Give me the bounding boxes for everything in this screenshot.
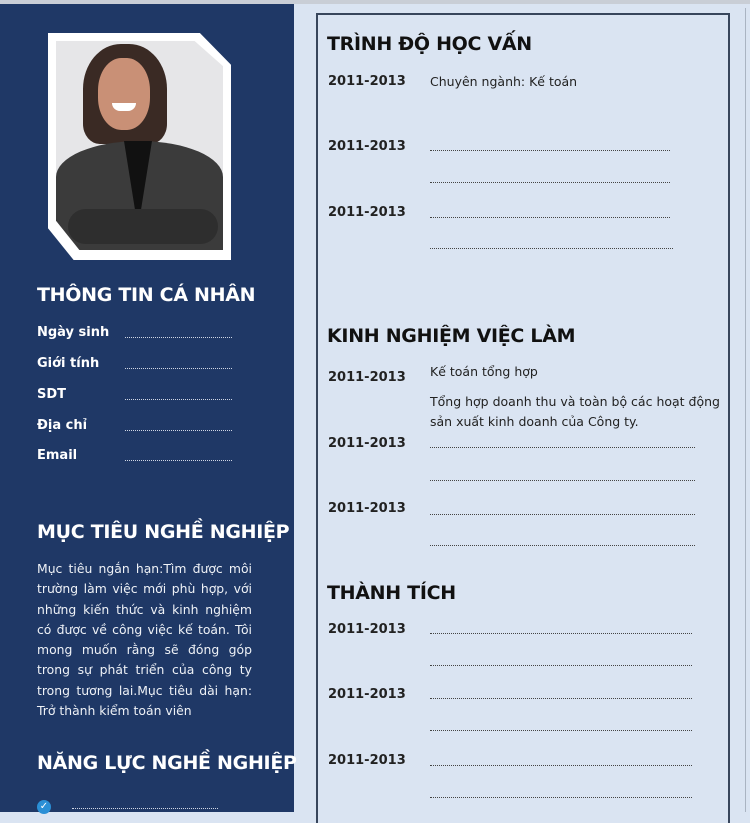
- field-email: [37, 448, 237, 466]
- check-circle-icon: ✓: [37, 800, 51, 814]
- field-label: Giới tính: [37, 356, 100, 371]
- education-placeholder[interactable]: [430, 217, 670, 218]
- field-label: Địa chỉ: [37, 418, 88, 433]
- experience-year: 2011-2013: [328, 501, 406, 516]
- education-year: 2011-2013: [328, 139, 406, 154]
- field-value-placeholder[interactable]: [125, 368, 232, 369]
- experience-placeholder[interactable]: [430, 545, 695, 546]
- education-title: TRÌNH ĐỘ HỌC VẤN: [327, 33, 532, 55]
- field-gender: [37, 356, 237, 374]
- skills-title: NĂNG LỰC NGHỀ NGHIỆP: [37, 752, 297, 774]
- experience-placeholder[interactable]: [430, 447, 695, 448]
- personal-info-title: THÔNG TIN CÁ NHÂN: [37, 284, 256, 306]
- experience-title: KINH NGHIỆM VIỆC LÀM: [327, 325, 576, 347]
- field-value-placeholder[interactable]: [125, 460, 232, 461]
- field-value-placeholder[interactable]: [125, 337, 232, 338]
- experience-year: 2011-2013: [328, 370, 406, 385]
- achievement-year: 2011-2013: [328, 622, 406, 637]
- field-phone: [37, 387, 237, 405]
- education-year: 2011-2013: [328, 205, 406, 220]
- achievement-placeholder[interactable]: [430, 730, 692, 731]
- profile-photo: [56, 41, 223, 250]
- page-edge: [745, 8, 746, 812]
- achievement-placeholder[interactable]: [430, 765, 692, 766]
- achievement-placeholder[interactable]: [430, 633, 692, 634]
- achievements-title: THÀNH TÍCH: [327, 582, 456, 604]
- field-label: Email: [37, 448, 78, 463]
- field-label: SDT: [37, 387, 67, 402]
- education-placeholder[interactable]: [430, 150, 670, 151]
- achievement-placeholder[interactable]: [430, 698, 692, 699]
- experience-role: Kế toán tổng hợp: [430, 364, 538, 379]
- education-placeholder[interactable]: [430, 182, 670, 183]
- field-address: [37, 418, 237, 436]
- experience-desc: Tổng hợp doanh thu và toàn bộ các hoạt động: [430, 394, 720, 409]
- experience-year: 2011-2013: [328, 436, 406, 451]
- achievement-placeholder[interactable]: [430, 797, 692, 798]
- field-label: Ngày sinh: [37, 325, 110, 340]
- field-value-placeholder[interactable]: [125, 399, 232, 400]
- education-year: 2011-2013: [328, 74, 406, 89]
- experience-desc: sản xuất kinh doanh của Công ty.: [430, 414, 639, 429]
- achievement-placeholder[interactable]: [430, 665, 692, 666]
- education-placeholder[interactable]: [430, 248, 673, 249]
- achievement-year: 2011-2013: [328, 687, 406, 702]
- profile-photo-frame: [48, 33, 231, 260]
- sidebar: [0, 4, 297, 812]
- skill-placeholder[interactable]: [72, 808, 218, 809]
- experience-placeholder[interactable]: [430, 480, 695, 481]
- education-major: Chuyên ngành: Kế toán: [430, 74, 578, 89]
- objective-text: Mục tiêu ngắn hạn:Tìm được môi trường làm việc mới phù hợp, với những kiến thức và kinh nghiệm có được về công việc kế toán. Tôi mong muốn rằng sẽ đóng góp trong sự phát triển của công ty trong tương lai.Mục tiêu dài hạn: Trở thành kiểm toán viên: [37, 561, 252, 719]
- experience-placeholder[interactable]: [430, 514, 695, 515]
- field-value-placeholder[interactable]: [125, 430, 232, 431]
- objective-title: MỤC TIÊU NGHỀ NGHIỆP: [37, 521, 290, 543]
- achievement-year: 2011-2013: [328, 753, 406, 768]
- field-birthdate: [37, 325, 237, 343]
